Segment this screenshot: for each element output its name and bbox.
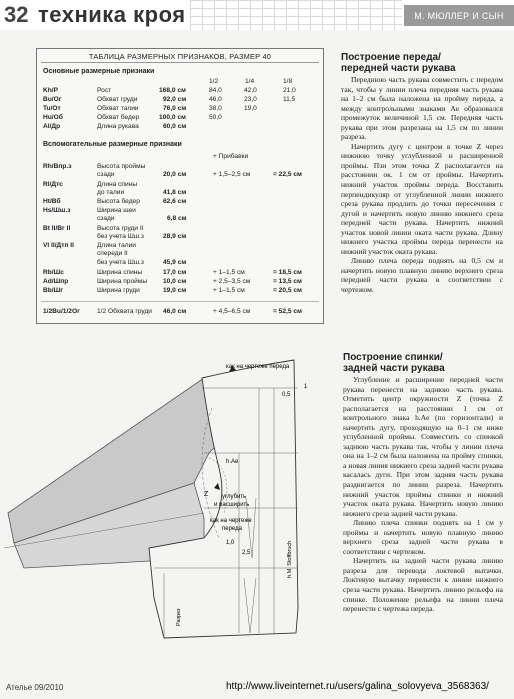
group2-title: Вспомогательные размерные признаки (43, 141, 182, 148)
additions-header: + Прибавки (213, 153, 249, 160)
pattern-drawing (4, 348, 330, 652)
table-divider (41, 301, 319, 302)
text-back: Углубление и расширение передней части рукава перенести на заднюю часть рукава. Отметить центр окружности Z (точка Z располагается на расстоянии 1 см от контрольного знака h.Ае (по горизонтали) и начертить дугу, проходящую на 0–1 см ниже углубленной проймы. Совместить со спинкой заднюю часть рукава так, чтобы у линии плеча она на 1–2 см была наложена на пройму спинки, а новая линия нижнего среза задней части рукава касалась дуги. При этом задняя часть рукава раздвигается по линии разреза. Начертить нижний участок проймы спинки и нижний участок оката рукава. Начертить новую линию нижнего среза задней части рукава. Линию плеча спинки поднять на 1 см у проймы и начертить новую плавную линию верхнего среза задней части рукава в соответствии с чертежом. Начертить на задней части рукава линию разреза для перевода локтевой вытачки. Локтевую вытачку перевести к линии нижнего среза части рукава. Начертить линию рельефа на спинке. Положение рельефа на линии плеча перенести с чертежа переда. (343, 375, 503, 614)
label-one-zero: 1,0 (226, 540, 235, 546)
page-number: 32 (4, 2, 29, 27)
label-fold: h.M. Stoffbruch (287, 540, 293, 578)
footer-issue: Ателье 09/2010 (6, 683, 64, 692)
label-half-cm: 0,5 (282, 392, 291, 398)
label-one: 1 (304, 384, 308, 390)
page-header (0, 0, 514, 30)
header-half: 1/2 (209, 78, 219, 85)
label-cut: Разрез (176, 608, 182, 626)
table-title: ТАБЛИЦА РАЗМЕРНЫХ ПРИЗНАКОВ, РАЗМЕР 40 (88, 52, 272, 61)
label-deepen: углубить (222, 494, 247, 500)
label-as-on: как на чертеже (210, 518, 252, 524)
heading-back: Построение спинки/ задней части рукава (343, 352, 445, 374)
label-widen: и расширить (214, 502, 250, 508)
author-label: М. МЮЛЛЕР И СЫН (404, 5, 514, 26)
footer-url[interactable]: http://www.liveinternet.ru/users/galina_solovyeva_3568363/ (226, 681, 489, 692)
section-title: техника кроя (38, 2, 186, 27)
header-quarter: 1/4 (245, 78, 255, 85)
measurement-table: ТАБЛИЦА РАЗМЕРНЫХ ПРИЗНАКОВ, РАЗМЕР 40 Основные размерные признаки 1/2 1/4 1/8 Kh/P Рост 168,0 см 84,0 42,0 21,0 Bu/Ог Обхват груди 92,0 см 46,0 23,0 11,5 Tu/От Обхват талии 76,0 см 38,0 19,0 Hu/Об Обхват бедер 100,0 см 50,0 Al/Др Длина рукава 60,0 см Вспомогательные размерные признаки + Прибавки Rh/Впр.з Высота проймы сзади 20,0 см + 1,5–2,5 см = 22,5 см Rl/Дтс Длина спины до талии 41,8 см Ht/Вб Высота бедер 62,6 см Hs/Шш.з Ширина шеи сзади 6,8 см Bt II/Вг II Высота груди II без учета Шш.з 28,9 см Vl II/Дтп II Длина талии спереди II без учета Шш.з 45,9 см Rb/Шс Ширина спины 17,0 см + 1–1,5 см = 18,5 см Ad/Шпр Ширина проймы 10,0 см + 2,5–3,5 см = 13,5 см Bb/Шг Ширина груди 19,0 см + 1–1,5 см = 20,5 см 1/2Bu/1/2Ог 1/2 Обхвата груди 46,0 см + 4,5–6,5 см = 52,5 см (36, 48, 324, 324)
label-two-five: 2,5 (242, 550, 251, 556)
label-as-on-front: как на чертеже переда (226, 364, 290, 370)
text-front: Переднюю часть рукава совместить с передом так, чтобы у линии плеча передняя часть рукава на 1–2 см была наложена на пройму переда, а между контрольными знаками Ае образовался промежуток величиной 1,5 см. Передняя часть рукава при этом разрезана на 1,5 см по линии разреза. Начертить дугу с центром в точке Z через нижнюю точку углубленной и расширенной проймы. Пзи этом точка Z располагается на расстоянии ок. 1 см от проймы. Начертить нижний участок проймы переда. Восставить перпендикуляр от углубленной линии нижнего среза рукава продлить до точки пересечения с дугой и начертить новую линию нижнего среза передней части рукава. Начертить нижний участок новой линии оката части рукава. Длину нижнего участка проймы переда перенести на нижний участок оката рукава. Линию плеча переда поднять на 0,5 см и начертить новую плавную линию верхнего среза передней части рукава в соответствии с чертежом. (341, 75, 503, 295)
decorative-grid (190, 0, 402, 30)
label-z: Z (204, 491, 209, 498)
table-title-divider (41, 62, 319, 63)
header-eighth: 1/8 (283, 78, 293, 85)
group1-title: Основные размерные признаки (43, 68, 155, 75)
label-front: переда (222, 526, 242, 532)
label-hae: h.Ae (226, 459, 239, 465)
heading-front: Построение переда/ передней части рукава (341, 52, 456, 74)
